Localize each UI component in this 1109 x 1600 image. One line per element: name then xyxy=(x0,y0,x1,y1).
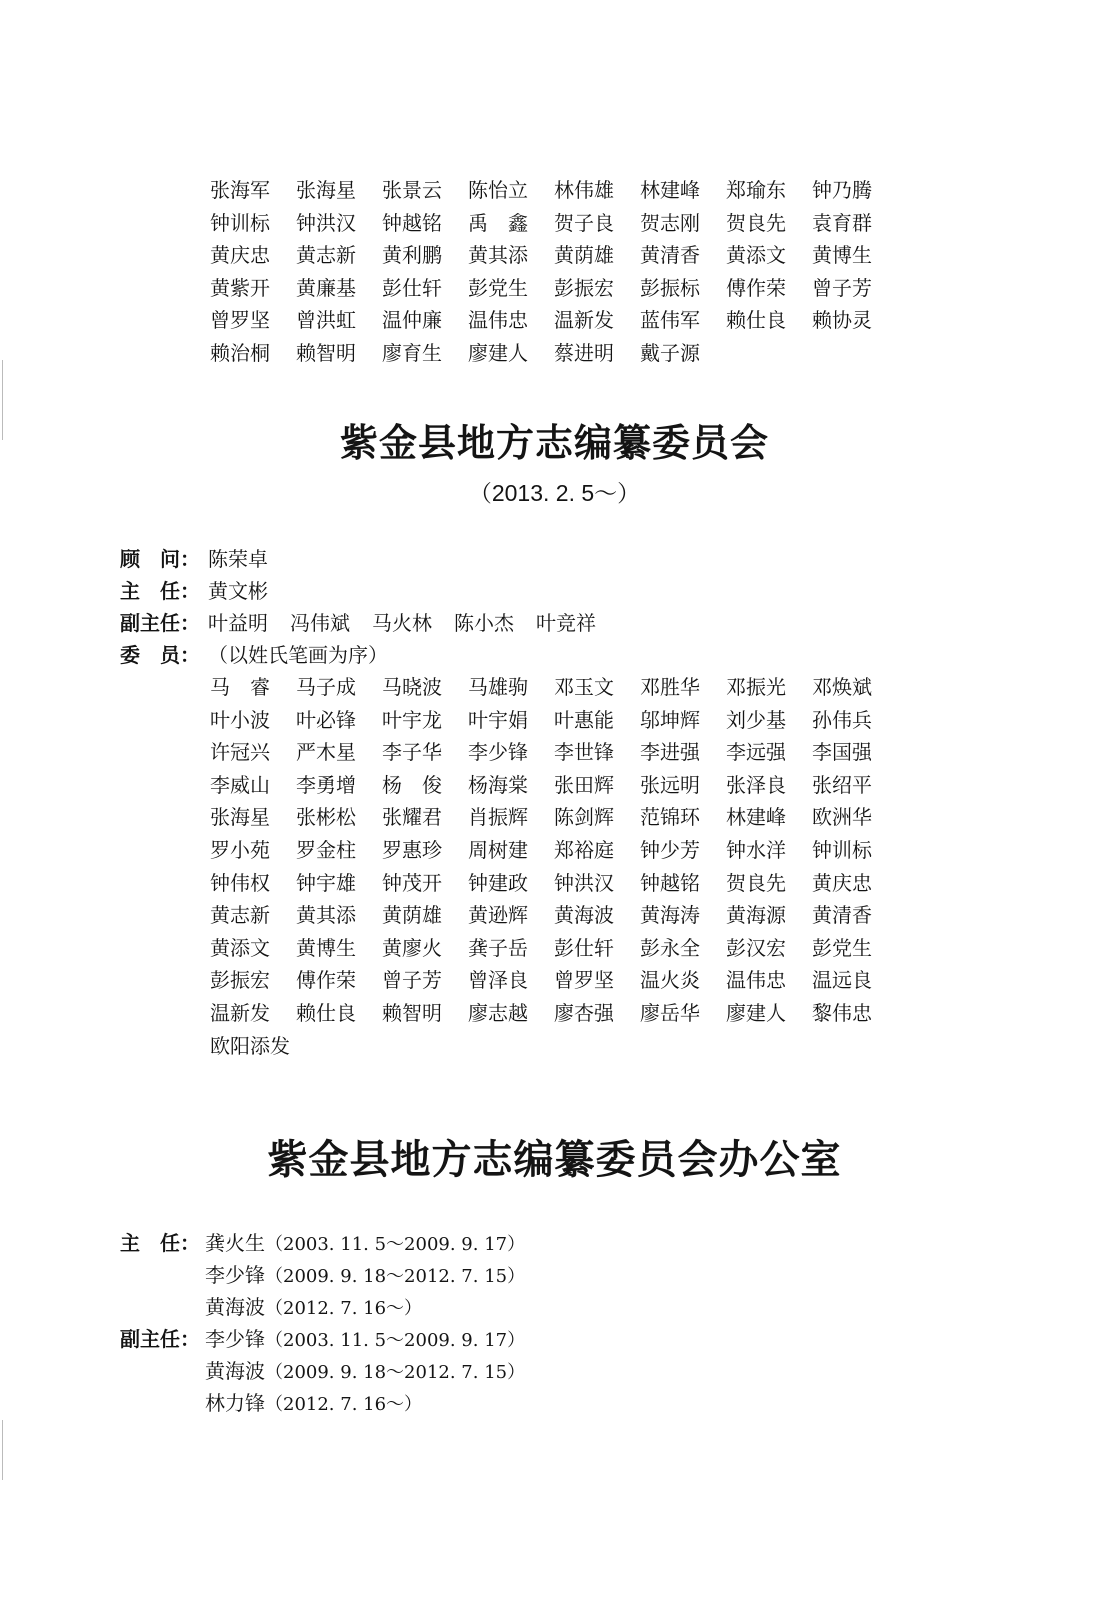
committee-subtitle: （2013. 2. 5～） xyxy=(468,480,641,506)
name-entry: 傅作荣 xyxy=(726,275,786,300)
name-entry: 廖建人 xyxy=(468,340,528,365)
name-entry: 黄海涛 xyxy=(640,903,700,928)
name-entry: 黄庆忠 xyxy=(812,870,872,895)
name-entry: 黄庆忠 xyxy=(210,243,270,268)
name-entry: 温火炎 xyxy=(640,968,700,993)
name-entry: 黄博生 xyxy=(812,243,872,268)
name-entry: 黄添文 xyxy=(726,243,786,268)
name-entry: 贺子良 xyxy=(554,210,614,235)
name-entry: 禹 鑫 xyxy=(468,210,528,235)
office-name: 李少锋 xyxy=(205,1263,265,1287)
name-entry: 钟洪汉 xyxy=(296,210,356,235)
name-entry: 张海星 xyxy=(296,178,356,202)
director-row xyxy=(120,575,268,607)
name-entry: 陈剑辉 xyxy=(554,805,614,830)
name-entry: 叶宇娟 xyxy=(468,707,528,732)
name-entry: 罗金柱 xyxy=(296,837,356,862)
name-entry: 钟越铭 xyxy=(640,870,700,895)
name-entry: 马晓波 xyxy=(382,675,442,699)
name-entry: 黄志新 xyxy=(210,903,270,928)
name-entry: 钟建政 xyxy=(468,870,528,895)
name-entry: 彭汉宏 xyxy=(726,935,786,960)
name-entry: 温新发 xyxy=(554,308,614,333)
name-entry: 黄清香 xyxy=(640,243,700,268)
name-entry: 林伟雄 xyxy=(554,178,614,202)
deputy-name: 叶竞祥 xyxy=(536,611,596,635)
name-entry: 黄清香 xyxy=(812,903,872,928)
office-directors-row xyxy=(120,1291,422,1323)
name-entry: 钟洪汉 xyxy=(554,870,614,895)
name-entry: 严木星 xyxy=(296,740,356,765)
name-entry: 傅作荣 xyxy=(296,968,356,993)
name-entry: 肖振辉 xyxy=(468,805,528,830)
name-entry: 欧洲华 xyxy=(812,805,872,830)
name-entry: 赖智明 xyxy=(382,1000,442,1025)
office-directors-row xyxy=(120,1227,525,1259)
name-entry: 廖志越 xyxy=(468,1000,528,1025)
name-entry: 钟越铭 xyxy=(382,210,442,235)
name-entry: 马 睿 xyxy=(210,675,270,699)
members-note: （以姓氏笔画为序） xyxy=(208,643,388,667)
name-entry: 贺志刚 xyxy=(640,210,700,235)
office-deputies-row xyxy=(120,1355,525,1387)
name-entry: 赖协灵 xyxy=(812,308,872,333)
name-entry: 彭仕轩 xyxy=(554,935,614,960)
name-entry: 贺良先 xyxy=(726,210,786,235)
office-directors-row xyxy=(120,1259,525,1291)
name-entry: 马雄驹 xyxy=(468,675,528,699)
office-name: 黄海波 xyxy=(205,1359,265,1383)
name-entry: 邓玉文 xyxy=(554,675,614,699)
name-entry: 彭党生 xyxy=(812,935,872,960)
director-name: 黄文彬 xyxy=(208,579,268,603)
name-entry: 彭振标 xyxy=(640,275,700,300)
name-entry: 曾罗坚 xyxy=(210,308,270,333)
name-entry: 林建峰 xyxy=(726,805,786,830)
name-entry: 钟少芳 xyxy=(640,837,700,862)
office-deputies-row xyxy=(120,1387,422,1419)
name-entry: 曾罗坚 xyxy=(554,968,614,993)
name-entry: 贺良先 xyxy=(726,870,786,895)
name-entry: 曾泽良 xyxy=(468,968,528,993)
name-entry: 张绍平 xyxy=(812,772,872,797)
name-entry: 黄廖火 xyxy=(382,935,442,960)
office-deputies-row xyxy=(120,1323,525,1355)
name-entry: 张海星 xyxy=(210,805,270,830)
name-entry: 戴子源 xyxy=(640,340,700,365)
name-entry: 黄荫雄 xyxy=(554,243,614,268)
name-entry: 彭振宏 xyxy=(210,968,270,993)
name-entry: 彭仕轩 xyxy=(382,275,442,300)
name-entry: 马子成 xyxy=(296,675,356,699)
name-entry: 钟宇雄 xyxy=(296,870,356,895)
name-entry: 叶必锋 xyxy=(296,707,356,732)
name-entry: 罗惠珍 xyxy=(382,837,442,862)
name-entry: 廖建人 xyxy=(726,1000,786,1025)
name-entry: 李进强 xyxy=(640,740,700,765)
name-entry: 廖育生 xyxy=(382,340,442,365)
advisor-row xyxy=(120,543,268,575)
name-entry: 张田辉 xyxy=(554,772,614,797)
committee-title: 紫金县地方志编纂委员会 xyxy=(339,420,769,465)
name-entry: 黄其添 xyxy=(296,903,356,928)
name-entry: 钟乃腾 xyxy=(812,178,872,202)
name-entry: 黄博生 xyxy=(296,935,356,960)
top-name-list xyxy=(210,174,898,370)
name-entry: 黄利鹏 xyxy=(382,243,442,268)
office-name: 李少锋 xyxy=(205,1327,265,1351)
name-entry: 郑裕庭 xyxy=(554,837,614,862)
name-entry: 赖仕良 xyxy=(726,308,786,333)
office-period: （2003. 11. 5～2009. 9. 17） xyxy=(265,1330,526,1351)
office-label: 副主任： xyxy=(120,1327,200,1351)
name-entry: 张耀君 xyxy=(382,805,442,830)
name-entry: 赖智明 xyxy=(296,340,356,365)
name-entry: 黄海源 xyxy=(726,903,786,928)
office-label: 主 任： xyxy=(120,1231,200,1255)
name-entry: 钟伟权 xyxy=(210,870,270,895)
name-entry: 周树建 xyxy=(468,837,528,862)
name-entry: 温伟忠 xyxy=(726,968,786,993)
office-name: 黄海波 xyxy=(205,1295,265,1319)
deputy-name: 陈小杰 xyxy=(454,611,514,635)
name-entry: 黄廉基 xyxy=(296,275,356,300)
name-entry: 黄海波 xyxy=(554,903,614,928)
name-entry: 赖治桐 xyxy=(210,340,270,365)
office-period: （2012. 7. 16～） xyxy=(265,1394,423,1415)
name-entry: 邓振光 xyxy=(726,675,786,699)
office-period: （2003. 11. 5～2009. 9. 17） xyxy=(265,1234,526,1255)
name-entry: 廖杏强 xyxy=(554,1000,614,1025)
name-entry: 黄添文 xyxy=(210,935,270,960)
name-entry: 陈怡立 xyxy=(468,178,528,202)
scan-artifact xyxy=(2,1420,3,1480)
name-entry: 张海军 xyxy=(210,178,270,202)
name-entry: 温伟忠 xyxy=(468,308,528,333)
name-entry: 邬坤辉 xyxy=(640,707,700,732)
name-entry: 钟茂开 xyxy=(382,870,442,895)
name-entry: 李世锋 xyxy=(554,740,614,765)
name-entry: 黄紫开 xyxy=(210,275,270,300)
name-entry: 温仲廉 xyxy=(382,308,442,333)
name-entry: 廖岳华 xyxy=(640,1000,700,1025)
members-label: 委 员： xyxy=(120,643,200,667)
name-entry: 叶宇龙 xyxy=(382,707,442,732)
deputy-names xyxy=(208,611,618,635)
name-entry: 彭党生 xyxy=(468,275,528,300)
name-entry: 郑瑜东 xyxy=(726,178,786,202)
name-entry: 叶惠能 xyxy=(554,707,614,732)
name-entry: 黄志新 xyxy=(296,243,356,268)
office-period: （2012. 7. 16～） xyxy=(265,1298,423,1319)
name-entry: 龚子岳 xyxy=(468,935,528,960)
name-entry: 欧阳添发 xyxy=(210,1033,290,1058)
name-entry: 钟训标 xyxy=(812,837,872,862)
name-entry: 杨 俊 xyxy=(382,772,442,797)
name-entry: 叶小波 xyxy=(210,707,270,732)
deputy-name: 马火林 xyxy=(372,611,432,635)
name-entry: 孙伟兵 xyxy=(812,707,872,732)
name-entry: 蔡进明 xyxy=(554,340,614,365)
name-entry: 许冠兴 xyxy=(210,740,270,765)
name-entry: 温新发 xyxy=(210,1000,270,1025)
office-period: （2009. 9. 18～2012. 7. 15） xyxy=(265,1266,526,1287)
deputy-name: 冯伟斌 xyxy=(290,611,350,635)
name-entry: 张景云 xyxy=(382,178,442,202)
advisor-name: 陈荣卓 xyxy=(208,547,268,571)
name-entry: 曾洪虹 xyxy=(296,308,356,333)
name-entry: 范锦环 xyxy=(640,805,700,830)
name-entry: 曾子芳 xyxy=(382,968,442,993)
name-entry: 赖仕良 xyxy=(296,1000,356,1025)
director-label: 主 任： xyxy=(120,579,200,603)
name-entry: 刘少基 xyxy=(726,707,786,732)
name-entry: 杨海棠 xyxy=(468,772,528,797)
name-entry: 张远明 xyxy=(640,772,700,797)
name-entry: 钟训标 xyxy=(210,210,270,235)
name-entry: 黄逊辉 xyxy=(468,903,528,928)
name-entry: 彭永全 xyxy=(640,935,700,960)
name-entry: 李少锋 xyxy=(468,740,528,765)
members-list xyxy=(210,671,898,1062)
name-entry: 罗小苑 xyxy=(210,837,270,862)
name-entry: 李国强 xyxy=(812,740,872,765)
office-title: 紫金县地方志编纂委员会办公室 xyxy=(267,1136,842,1183)
name-entry: 李勇增 xyxy=(296,772,356,797)
name-entry: 蓝伟军 xyxy=(640,308,700,333)
name-entry: 李子华 xyxy=(382,740,442,765)
name-entry: 林建峰 xyxy=(640,178,700,202)
deputy-label: 副主任： xyxy=(120,611,200,635)
name-entry: 邓胜华 xyxy=(640,675,700,699)
name-entry: 黎伟忠 xyxy=(812,1000,872,1025)
name-entry: 李远强 xyxy=(726,740,786,765)
deputy-row xyxy=(120,607,618,639)
name-entry: 袁育群 xyxy=(812,210,872,235)
office-name: 林力锋 xyxy=(205,1391,265,1415)
name-entry: 张彬松 xyxy=(296,805,356,830)
name-entry: 李威山 xyxy=(210,772,270,797)
name-entry: 温远良 xyxy=(812,968,872,993)
name-entry: 黄其添 xyxy=(468,243,528,268)
office-name: 龚火生 xyxy=(205,1231,265,1255)
name-entry: 钟水洋 xyxy=(726,837,786,862)
members-row xyxy=(120,639,388,671)
name-entry: 黄荫雄 xyxy=(382,903,442,928)
name-entry: 邓焕斌 xyxy=(812,675,872,699)
advisor-label: 顾 问： xyxy=(120,547,200,571)
deputy-name: 叶益明 xyxy=(208,611,268,635)
name-entry: 彭振宏 xyxy=(554,275,614,300)
name-entry: 张泽良 xyxy=(726,772,786,797)
name-entry: 曾子芳 xyxy=(812,275,872,300)
office-period: （2009. 9. 18～2012. 7. 15） xyxy=(265,1362,526,1383)
